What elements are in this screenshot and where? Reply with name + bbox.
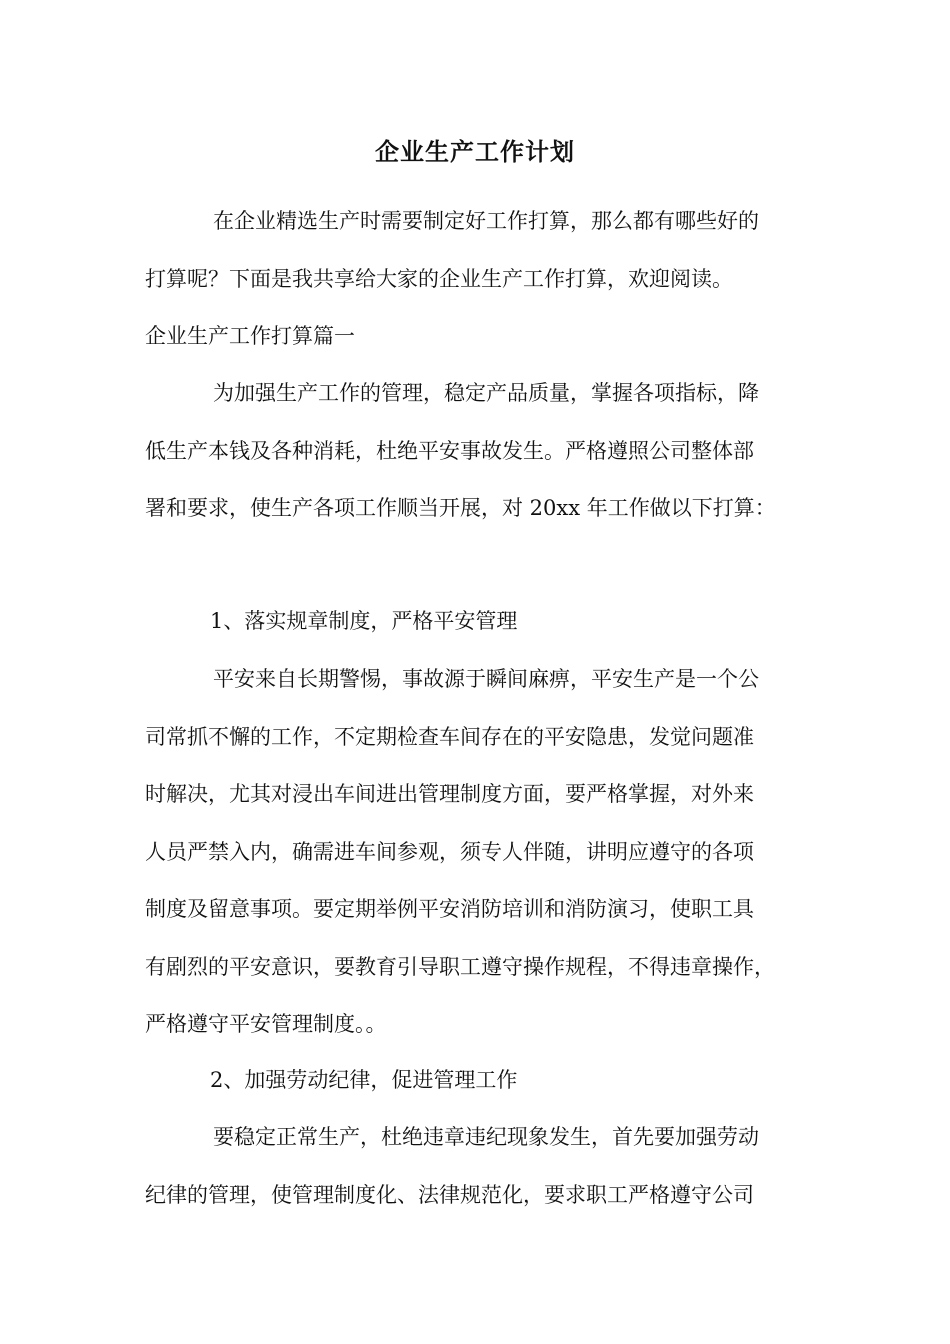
section-intro-line: 低生产本钱及各种消耗，杜绝平安事故发生。严格遵照公司整体部 [145,438,754,463]
document-title: 企业生产工作计划 [375,137,575,166]
item1-line: 时解决，尤其对浸出车间进出管理制度方面，要严格掌握，对外来 [145,782,754,806]
item1-paragraph [145,651,809,1054]
intro-line: 在企业精选生产时需要制定好工作打算，那么都有哪些好的 [213,209,759,233]
intro-paragraph [145,193,809,308]
item2-line: 要稳定正常生产，杜绝违章违纪现象发生，首先要加强劳动 [213,1125,759,1149]
intro-line: 打算呢？下面是我共享给大家的企业生产工作打算，欢迎阅读。 [145,266,733,291]
section-intro-paragraph [145,365,809,538]
item1-line: 有剧烈的平安意识，要教育引导职工遵守操作规程，不得违章操作， [145,954,775,979]
item1-line: 平安来自长期警惕，事故源于瞬间麻痹，平安生产是一个公 [213,667,759,691]
section-intro-line: 署和要求，使生产各项工作顺当开展，对 20xx 年工作做以下打算： [145,496,776,520]
item1-line: 人员严禁入内，确需进车间参观，须专人伴随，讲明应遵守的各项 [145,839,754,864]
item2-heading: 2、加强劳动纪律，促进管理工作 [210,1068,518,1092]
item2-paragraph [145,1109,809,1224]
item1-line: 制度及留意事项。要定期举例平安消防培训和消防演习，使职工具 [145,897,754,921]
section-intro-line: 为加强生产工作的管理，稳定产品质量，掌握各项指标，降 [213,381,759,405]
item1-line: 严格遵守平安管理制度。。 [145,1012,387,1036]
section-heading: 企业生产工作打算篇一 [145,324,355,348]
item2-line: 纪律的管理，使管理制度化、法律规范化，要求职工严格遵守公司 [145,1182,754,1207]
item1-heading: 1、落实规章制度，严格平安管理 [210,609,518,633]
item1-line: 司常抓不懈的工作，不定期检查车间存在的平安隐患，发觉问题准 [145,724,754,749]
